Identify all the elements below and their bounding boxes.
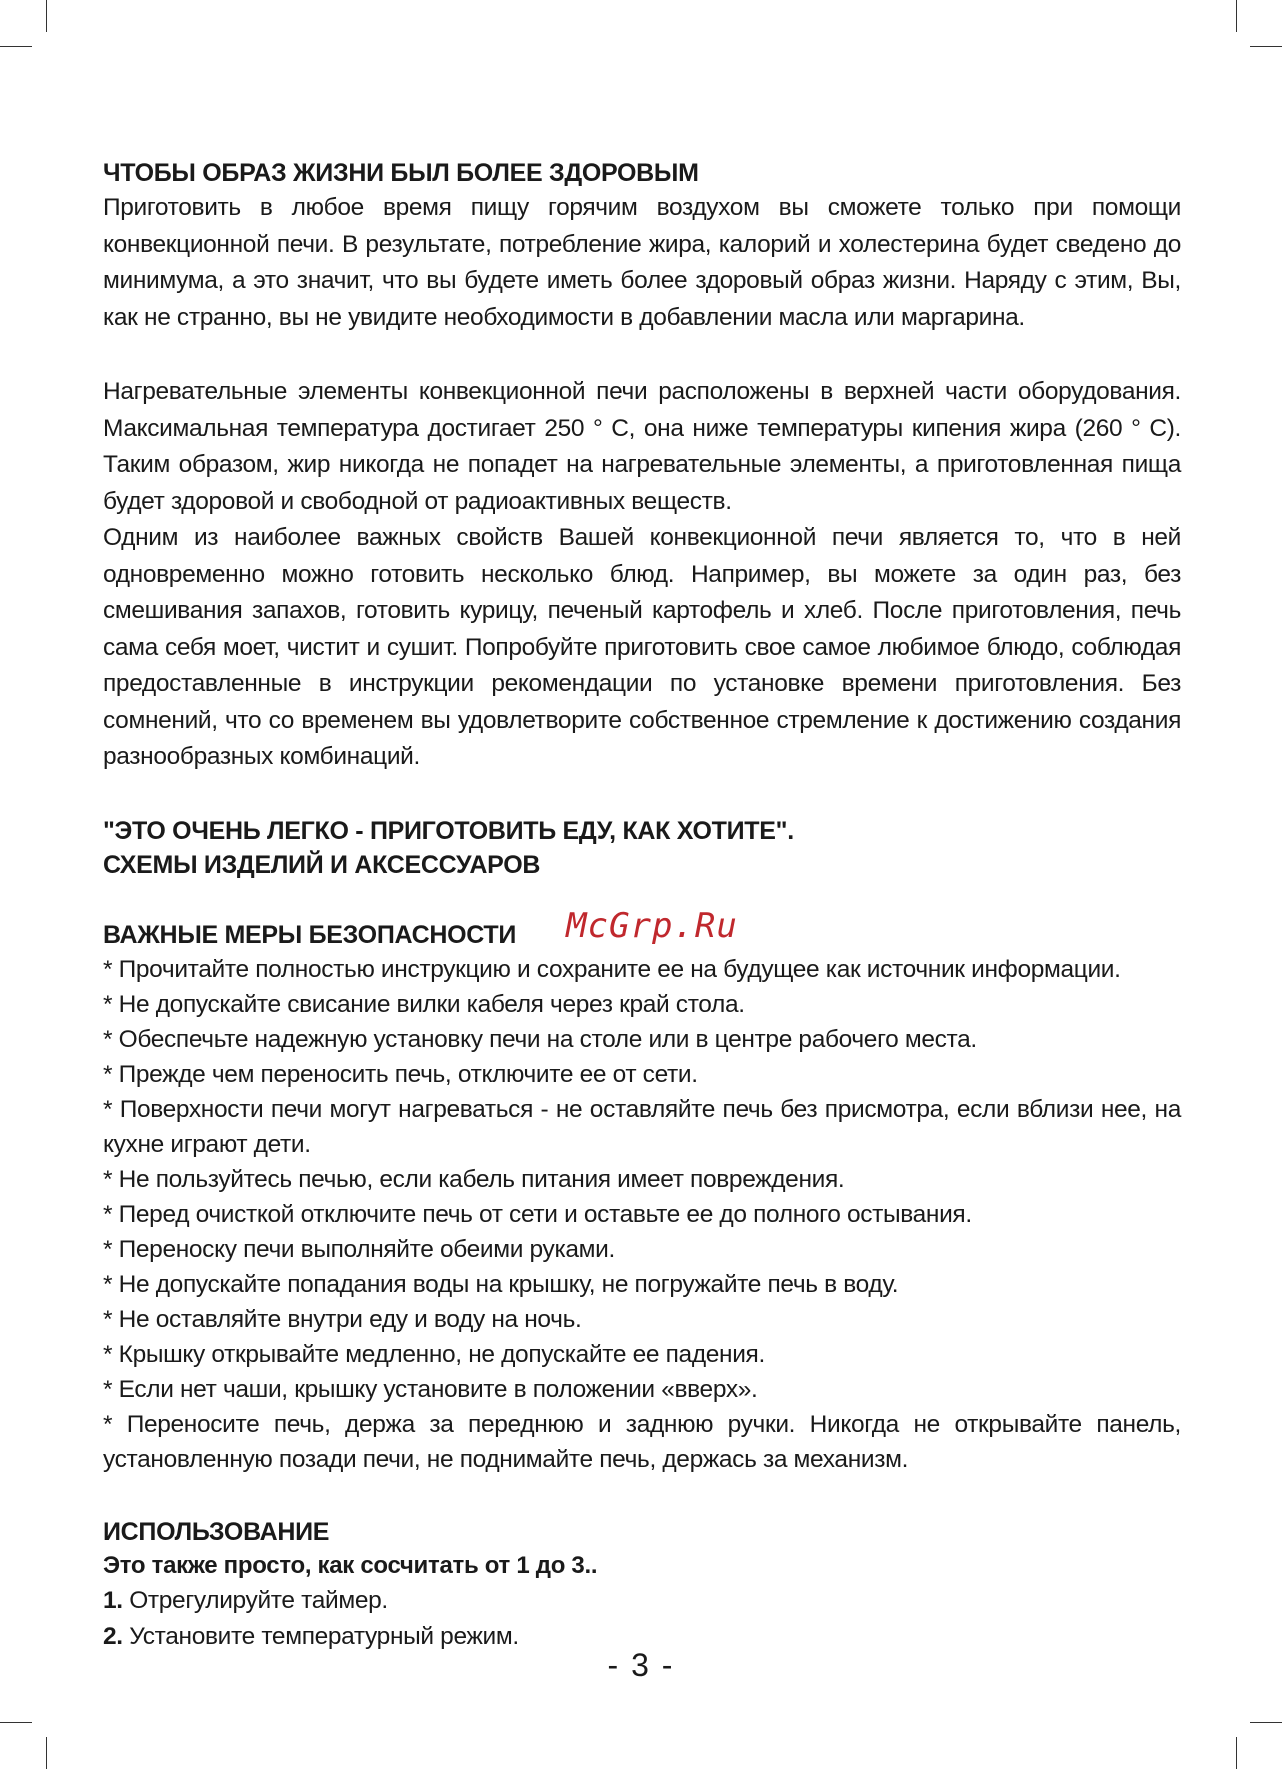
page-number: - 3 - xyxy=(607,1647,675,1683)
usage-step xyxy=(103,1583,1181,1620)
paragraph-features: Одним из наиболее важных свойств Вашей конвекционной печи является то, что в ней одновременно можно готовить несколько блюд. Например, вы можете за один раз, без смешивания запахов, готовить курицу, печеный картофель и хлеб. После приготовления, печь сама себя моет, чистит и сушит. Попробуйте приготовить свое самое любимое блюдо, соблюдая предоставленные в инструкции рекомендации по установке времени приготовления. Без сомнений, что со временем вы удовлетворите собственное стремление к достижению создания разнообразных комбинаций. xyxy=(103,524,1181,770)
list-item: * Не пользуйтесь печью, если кабель питания имеет повреждения. xyxy=(103,1165,845,1193)
list-item: * Переносите печь, держа за переднюю и заднюю ручки. Никогда не открывайте панель, установленную позади печи, не поднимайте печь, держась за механизм. xyxy=(103,1410,1181,1473)
safety-header xyxy=(103,905,1181,952)
crop-mark-top-right-v xyxy=(1236,0,1237,32)
list-item: * Если нет чаши, крышку установите в положении «вверх». xyxy=(103,1375,758,1403)
usage-subtitle: Это также просто, как сосчитать от 1 до 3.. xyxy=(103,1551,598,1579)
usage-title: ИСПОЛЬЗОВАНИЕ xyxy=(103,1517,330,1546)
crop-mark-bottom-right-h xyxy=(1250,1722,1282,1723)
step-text: Отрегулируйте таймер. xyxy=(122,1586,388,1614)
step-number: 2. xyxy=(103,1623,123,1650)
list-item: * Не оставляйте внутри еду и воду на ночь. xyxy=(103,1305,582,1333)
safety-title: ВАЖНЫЕ МЕРЫ БЕЗОПАСНОСТИ xyxy=(103,920,517,949)
paragraph-heating: Нагревательные элементы конвекционной печи расположены в верхней части оборудования. Максимальная температура достигает 250 ° С, она ниже температуры кипения жира (260 ° С). Таким образом, жир никогда не попадет на нагревательные элементы, а приготовленная пища будет здоровой и свободной от радиоактивных веществ. xyxy=(103,378,1181,515)
list-item: * Переноску печи выполняйте обеими руками. xyxy=(103,1235,615,1263)
list-item: * Прочитайте полностью инструкцию и сохраните ее на будущее как источник информации. xyxy=(103,955,1121,983)
document-page xyxy=(103,156,1181,1656)
list-item: * Крышку открывайте медленно, не допускайте ее падения. xyxy=(103,1340,765,1368)
list-item: * Перед очисткой отключите печь от сети и оставьте ее до полного остывания. xyxy=(103,1200,972,1228)
crop-mark-bottom-left-v xyxy=(46,1737,47,1769)
list-item: * Не допускайте попадания воды на крышку, не погружайте печь в воду. xyxy=(103,1270,899,1298)
section-title-easy: "ЭТО ОЧЕНЬ ЛЕГКО - ПРИГОТОВИТЬ ЕДУ, КАК ХОТИТЕ". xyxy=(103,816,794,845)
list-item: * Не допускайте свисание вилки кабеля через край стола. xyxy=(103,990,745,1018)
crop-mark-top-left-v xyxy=(46,0,47,32)
section-title-healthy: ЧТОБЫ ОБРАЗ ЖИЗНИ БЫЛ БОЛЕЕ ЗДОРОВЫМ xyxy=(103,159,699,187)
list-item: * Прежде чем переносить печь, отключите ее от сети. xyxy=(103,1060,698,1088)
safety-list xyxy=(103,952,1181,1477)
section-title-schemes: СХЕМЫ ИЗДЕЛИЙ И АКСЕССУАРОВ xyxy=(103,850,541,879)
crop-mark-top-right-h xyxy=(1250,46,1282,47)
crop-mark-bottom-right-v xyxy=(1236,1737,1237,1769)
step-number: 1. xyxy=(103,1586,123,1614)
list-item: * Обеспечьте надежную установку печи на столе или в центре рабочего места. xyxy=(103,1025,977,1053)
watermark-logo: McGrp.Ru xyxy=(566,905,738,946)
paragraph-intro: Приготовить в любое время пищу горячим воздухом вы сможете только при помощи конвекционной печи. В результате, потребление жира, калорий и холестерина будет сведено до минимума, а это значит, что вы будете иметь более здоровый образ жизни. Наряду с этим, Вы, как не странно, вы не увидите необходимости в добавлении масла или маргарина. xyxy=(103,194,1181,331)
crop-mark-top-left-h xyxy=(0,46,32,47)
crop-mark-bottom-left-h xyxy=(0,1722,32,1723)
step-text: Установите температурный режим. xyxy=(122,1623,519,1650)
list-item: * Поверхности печи могут нагреваться - не оставляйте печь без присмотра, если вблизи нее, на кухне играют дети. xyxy=(103,1095,1181,1158)
